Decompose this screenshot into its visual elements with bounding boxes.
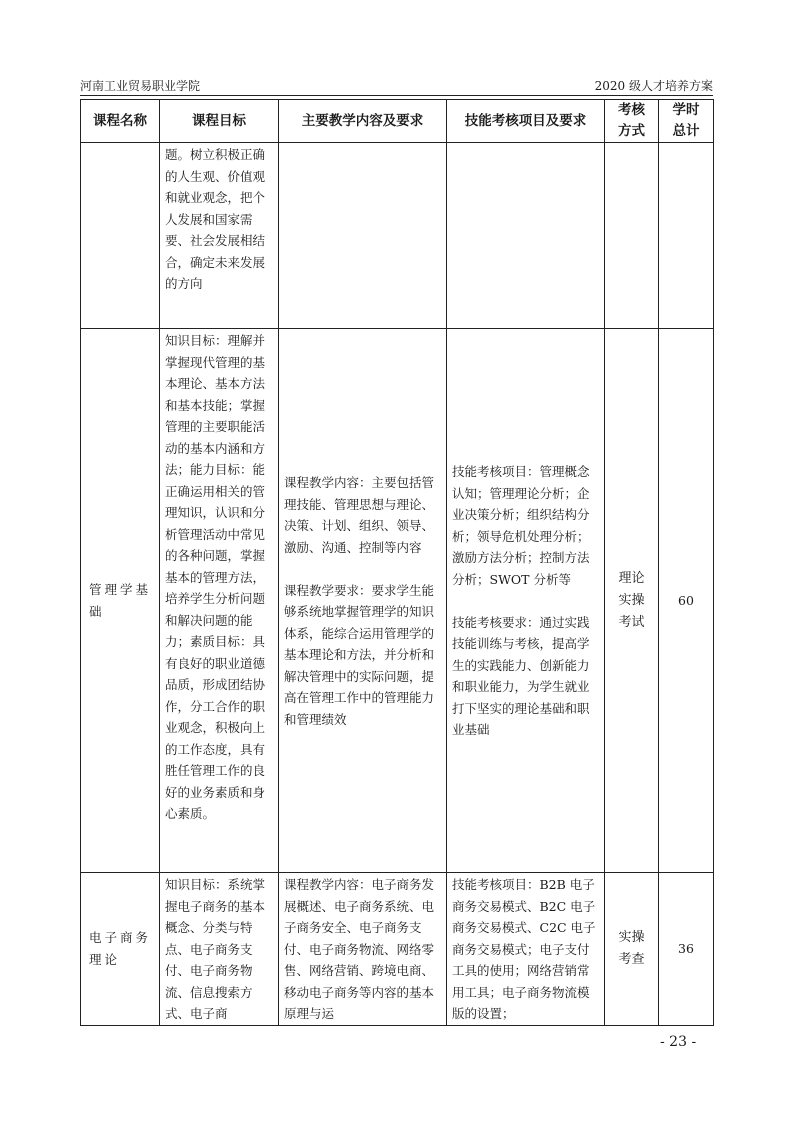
- col-header-exam-method: [605, 100, 659, 143]
- table-header-row: [81, 100, 714, 143]
- page-number: - 23 -: [660, 1034, 697, 1050]
- exam-method: [605, 143, 659, 329]
- col-header-course-goal: 课程目标: [160, 100, 279, 143]
- table-row: [81, 329, 714, 873]
- header-rule: [80, 95, 713, 96]
- course-goal: 知识目标：系统掌握电子商务的基本概念、分类与特点、电子商务支付、电子商务物流、信息搜索方式、电子商: [160, 873, 279, 1026]
- col-header-hours-label: 学时总计: [672, 102, 700, 139]
- skills-items-paragraph: 技能考核项目：管理概念认知；管理理论分析；企业决策分析；组织结构分析；领导危机处理分析；激励方法分析；控制方法分析；SWOT 分析等: [452, 464, 590, 587]
- content-paragraph: 课程教学内容：电子商务发展概述、电子商务系统、电子商务安全、电子商务支付、电子商务物流、网络零售、网络营销、跨境电商、移动电子商务等内容的基本原理与运: [284, 877, 435, 1021]
- col-header-content: 主要教学内容及要求: [279, 100, 447, 143]
- table-row: [81, 873, 714, 1026]
- course-content: [279, 143, 447, 329]
- course-content: [279, 873, 447, 1026]
- header-school-name: 河南工业贸易职业学院: [80, 79, 201, 93]
- course-hours: 36: [659, 873, 714, 1026]
- course-skills: [447, 143, 605, 329]
- content-paragraph: 课程教学内容：主要包括管理技能、管理思想与理论、决策、计划、组织、领导、激励、沟通、控制等内容: [284, 475, 435, 555]
- course-skills: [447, 329, 605, 873]
- exam-method: 实操考查: [605, 873, 659, 1026]
- course-name: 管理学基础: [81, 329, 160, 873]
- col-header-skills: 技能考核项目及要求: [447, 100, 605, 143]
- course-goal: 题。树立积极正确的人生观、价值观和就业观念，把个人发展和国家需要、社会发展相结合，确定未来发展的方向: [160, 143, 279, 329]
- col-header-course-name: 课程名称: [81, 100, 160, 143]
- course-name: 电子商务理论: [81, 873, 160, 1026]
- course-skills: [447, 873, 605, 1026]
- col-header-hours: [659, 100, 714, 143]
- course-name: [81, 143, 160, 329]
- course-goal: 知识目标：理解并掌握现代管理的基本理论、基本方法和基本技能；掌握管理的主要职能活动的基本内涵和方法；能力目标：能正确运用相关的管理知识，认识和分析管理活动中常见的各种问题，掌握基本的管理方法，培养学生分析问题和解决问题的能力；素质目标：具有良好的职业道德品质，形成团结协作，分工合作的职业观念，积极向上的工作态度，具有胜任管理工作的良好的业务素质和身心素质。: [160, 329, 279, 873]
- table-row: [81, 143, 714, 329]
- skills-requirement-paragraph: 技能考核要求：通过实践技能训练与考核，提高学生的实践能力、创新能力和职业能力，为学生就业打下坚实的理论基础和职业基础: [452, 614, 590, 738]
- course-table: [80, 99, 714, 1026]
- col-header-exam-method-label: 考核方式: [618, 102, 645, 139]
- course-hours: 60: [659, 329, 714, 873]
- skills-items-paragraph: 技能考核项目：B2B 电子商务交易模式、B2C 电子商务交易模式、C2C 电子商务交易模式；电子支付工具的使用；网络营销常用工具；电子商务物流模版的设置；: [452, 877, 596, 1021]
- header-plan-title: 2020 级人才培养方案: [594, 79, 713, 93]
- exam-method: 理论实操考试: [605, 329, 659, 873]
- requirement-paragraph: 课程教学要求：要求学生能够系统地掌握管理学的知识体系，能综合运用管理学的基本理论和方法，并分析和解决管理中的实际问题，提高在管理工作中的管理能力和管理绩效: [284, 582, 435, 727]
- course-hours: [659, 143, 714, 329]
- course-content: [279, 329, 447, 873]
